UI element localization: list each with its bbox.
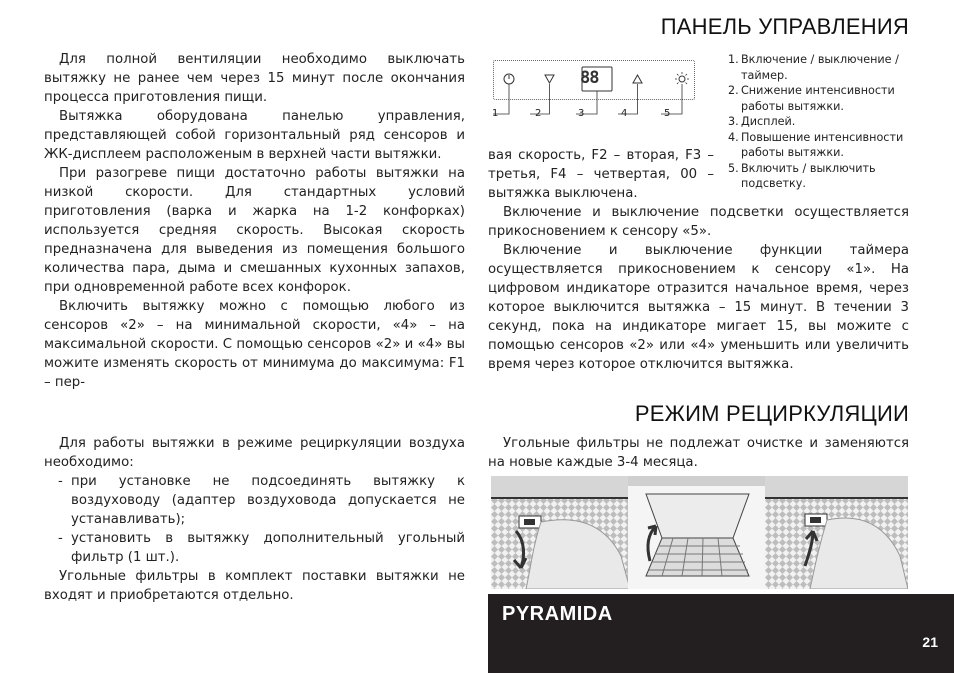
sensor-label-2: 2 bbox=[535, 108, 542, 119]
paragraph: Включение и выключение подсветки осуществляется прикосновением к сенсору «5». bbox=[488, 205, 909, 239]
brand-logo: PYRAMIDA bbox=[502, 603, 613, 625]
power-timer-icon bbox=[504, 74, 514, 84]
filter-removal-photo-1 bbox=[491, 476, 630, 589]
paragraph: вая скорость, F2 – вторая, F3 – третья, F4 – четвертая, 00 – вытяжка выключена. bbox=[488, 148, 714, 201]
list-item: - установить в вытяжку дополнительный угольный фильтр (1 шт.). bbox=[58, 531, 465, 565]
control-panel-right-column bbox=[488, 203, 909, 374]
sensor-label-1: 1 bbox=[492, 108, 499, 119]
paragraph: Включение и выключение функции таймера осуществляется прикосновением к сенсору «1». На цифровом индикаторе отразится начальное время, через которое выключится вытяжка – 15 минут. В течении 3 секунд, пока на индикаторе мигает 15, вы можите с помощью сенсоров «2» или «4» уменьшить или увеличить время через которое отключится вытяжка. bbox=[488, 243, 909, 372]
filter-removal-photo-2 bbox=[628, 476, 767, 589]
control-panel-left-column bbox=[44, 50, 465, 392]
section-title-recirculation: РЕЖИМ РЕЦИРКУЛЯЦИИ bbox=[634, 401, 909, 426]
legend-item: 5. Включить / выключить подсветку. bbox=[728, 161, 876, 190]
sensor-label-4: 4 bbox=[621, 108, 628, 119]
leader-lines bbox=[493, 84, 682, 114]
legend-item: 4. Повышение интенсивности работы вытяжки. bbox=[728, 130, 904, 159]
control-panel-right-col-top bbox=[488, 146, 714, 203]
section-title-control-panel: ПАНЕЛЬ УПРАВЛЕНИЯ bbox=[660, 14, 909, 39]
legend-item: 2. Снижение интенсивности работы вытяжки. bbox=[728, 84, 895, 113]
control-panel-diagram bbox=[488, 50, 718, 125]
light-icon bbox=[675, 72, 689, 86]
recirculation-right-column bbox=[488, 434, 909, 472]
page-number: 21 bbox=[922, 634, 938, 650]
sensor-label-5: 5 bbox=[664, 108, 671, 119]
list-item: - при установке не подсоединять вытяжку к воздуховоду (адаптер воздуховода допускается не устанавливать); bbox=[58, 474, 465, 527]
legend-item: 1. Включение / выключение / таймер. bbox=[728, 53, 899, 82]
paragraph: Для работы вытяжки в режиме рециркуляции воздуха необходимо: bbox=[44, 436, 465, 470]
paragraph: Вытяжка оборудована панелью управления, представляющей собой горизонтальный ряд сенсоров и ЖК-дисплеем расположеным в верхней части вытяжки. bbox=[44, 109, 465, 162]
paragraph: Для полной вентиляции необходимо выключать вытяжку не ранее чем через 15 минут после окончания процесса приготовления пищи. bbox=[44, 52, 465, 105]
arrow-up-icon bbox=[633, 75, 642, 83]
filter-removal-photo-3 bbox=[765, 476, 908, 589]
paragraph: При разогреве пищи достаточно работы вытяжки на низкой скорости. Для стандартных условий приготовления (варка и жарка на 1-2 конфорках) используется средняя скорость. Высокая скорость предназначена для выведения из помещения большого количества пара, дыма и смешанных кухонных запахов, при одновременной работе всех конфорок. bbox=[44, 166, 465, 295]
control-panel-drawing bbox=[488, 50, 718, 125]
arrow-down-icon bbox=[545, 75, 554, 83]
legend-item: 3. Дисплей. bbox=[728, 115, 796, 128]
page-footer bbox=[488, 594, 954, 673]
paragraph: Включить вытяжку можно с помощью любого из сенсоров «2» – на минимальной скорости, «4» – на максимальной скорости. С помощью сенсоров «2» и «4» вы можите изменять скорость от минимума до максимума: F1 – пер- bbox=[44, 299, 465, 390]
display-digits: 88 bbox=[580, 68, 599, 88]
control-panel-legend bbox=[728, 52, 913, 192]
paragraph: Угольные фильтры в комплект поставки вытяжки не входят и приобретаются отдельно. bbox=[44, 569, 465, 603]
sensor-label-3: 3 bbox=[578, 108, 585, 119]
recirculation-left-column bbox=[44, 434, 465, 605]
paragraph: Угольные фильтры не подлежат очистке и заменяются на новые каждые 3-4 месяца. bbox=[488, 436, 909, 470]
